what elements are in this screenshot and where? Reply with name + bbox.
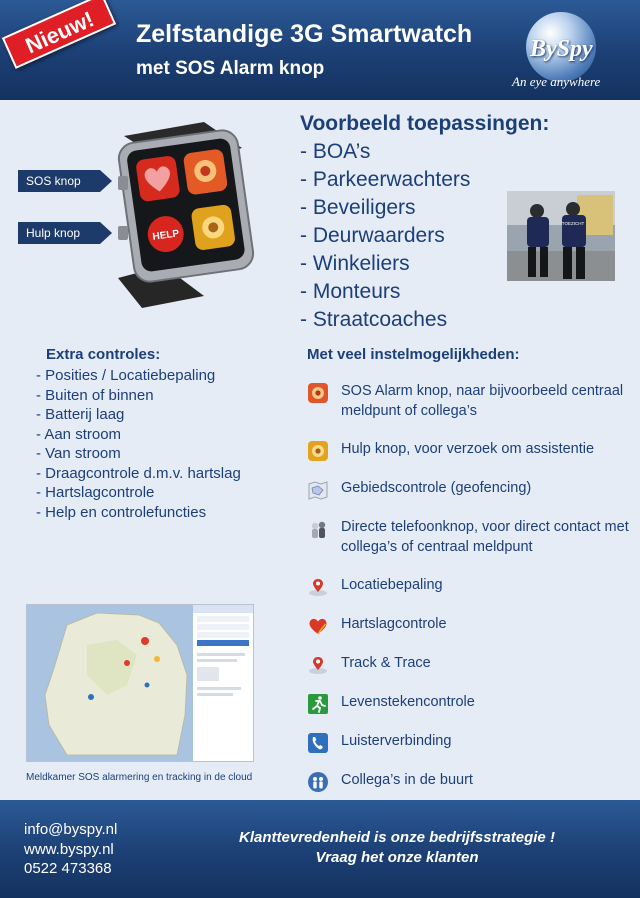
- uses-list: [300, 138, 470, 334]
- email-link[interactable]: info@byspy.nl: [24, 821, 118, 838]
- slogan-line-2: Vraag het onze klanten: [315, 849, 479, 866]
- phone-contact-icon: [307, 518, 329, 540]
- feature-text: Track & Trace: [341, 655, 431, 671]
- feature-text: Gebiedscontrole (geofencing): [341, 480, 532, 496]
- list-item: - Batterij laag: [36, 406, 125, 423]
- list-item: - Buiten of binnen: [36, 386, 154, 404]
- geofence-map-icon: [307, 479, 329, 501]
- list-item: - Posities / Locatiebepaling: [36, 367, 216, 384]
- list-item: - Aan stroom: [36, 425, 122, 443]
- list-item: - Parkeerwachters: [300, 168, 471, 191]
- feature-text: Hartslagcontrole: [341, 616, 447, 632]
- list-item: - Van stroom: [36, 445, 121, 462]
- list-item: - Monteurs: [300, 280, 401, 303]
- feature-locatiebepaling: [307, 575, 637, 598]
- sos-side-button: [118, 176, 128, 190]
- smartwatch-illustration: [14, 108, 274, 318]
- slogan: [222, 828, 572, 868]
- help-button-icon: [307, 440, 329, 462]
- security-guards-photo: [507, 191, 615, 281]
- list-item: - Winkeliers: [300, 252, 410, 275]
- help-side-button: [118, 226, 128, 240]
- feature-text: Hulp knop, voor verzoek om assistentie: [341, 441, 595, 457]
- feature-hartslag: [307, 614, 637, 637]
- netherlands-map: [27, 605, 253, 761]
- footer-banner: [0, 800, 640, 898]
- sos-knop-callout: SOS knop: [18, 170, 100, 192]
- phone-number: 0522 473368: [24, 860, 112, 877]
- new-badge: Nieuw!: [2, 0, 116, 69]
- feature-text: Levenstekencontrole: [341, 694, 475, 710]
- smartwatch-image: [14, 108, 274, 318]
- header-banner: [0, 0, 640, 100]
- heart-icon: [307, 615, 329, 637]
- list-item: - Deurwaarders: [300, 224, 445, 247]
- tracking-map-screenshot: [26, 604, 254, 762]
- page-title: Zelfstandige 3G Smartwatch: [136, 20, 473, 48]
- slogan-line-1: Klanttevredenheid is onze bedrijfsstrategie !: [239, 829, 555, 846]
- feature-hulp-knop: [307, 439, 637, 462]
- feature-telefoonknop: [307, 517, 637, 557]
- feature-text: Locatiebepaling: [341, 577, 443, 593]
- extra-controls-heading: Extra controles:: [46, 346, 161, 363]
- logo-name: BySpy: [530, 36, 593, 62]
- feature-luisterverbinding: [307, 731, 637, 754]
- location-pin-icon: [307, 576, 329, 598]
- feature-text: Directe telefoonknop, voor direct contact met collega’s of centraal meldpunt: [341, 519, 629, 555]
- features-heading: Met veel instelmogelijkheden:: [307, 346, 520, 363]
- map-caption: Meldkamer SOS alarmering en tracking in de cloud: [26, 772, 253, 783]
- phone-handset-icon: [307, 732, 329, 754]
- feature-sos-alarm: [307, 381, 637, 421]
- feature-levensteken: [307, 692, 637, 715]
- uses-heading: Voorbeeld toepassingen:: [300, 112, 550, 135]
- svg-text:HELP: HELP: [151, 228, 180, 243]
- list-item: - Hartslagcontrole: [36, 484, 155, 501]
- hulp-knop-callout: Hulp knop: [18, 222, 100, 244]
- list-item: - BOA’s: [300, 140, 371, 163]
- page-subtitle: met SOS Alarm knop: [136, 58, 325, 79]
- people-icon: [307, 771, 329, 793]
- feature-geofencing: [307, 478, 637, 501]
- contact-info: [24, 820, 117, 879]
- feature-collegas: [307, 770, 637, 793]
- extra-controls-list: [36, 366, 241, 522]
- list-item: - Beveiligers: [300, 196, 416, 219]
- sos-alarm-icon: [307, 382, 329, 404]
- list-item: - Straatcoaches: [300, 308, 448, 331]
- feature-text: Collega’s in de buurt: [341, 772, 473, 788]
- feature-track-trace: [307, 653, 637, 676]
- feature-text: SOS Alarm knop, naar bijvoorbeeld centraal meldpunt of collega’s: [341, 383, 624, 419]
- logo-tagline: An eye anywhere: [512, 74, 601, 89]
- list-item: - Draagcontrole d.m.v. hartslag: [36, 464, 241, 482]
- running-man-icon: [307, 693, 329, 715]
- byspy-logo: [512, 8, 636, 96]
- website-link[interactable]: www.byspy.nl: [24, 840, 114, 858]
- svg-text:TOEZICHT: TOEZICHT: [561, 221, 585, 226]
- list-item: - Help en controlefuncties: [36, 503, 207, 521]
- feature-text: Luisterverbinding: [341, 733, 452, 749]
- track-pin-icon: [307, 654, 329, 676]
